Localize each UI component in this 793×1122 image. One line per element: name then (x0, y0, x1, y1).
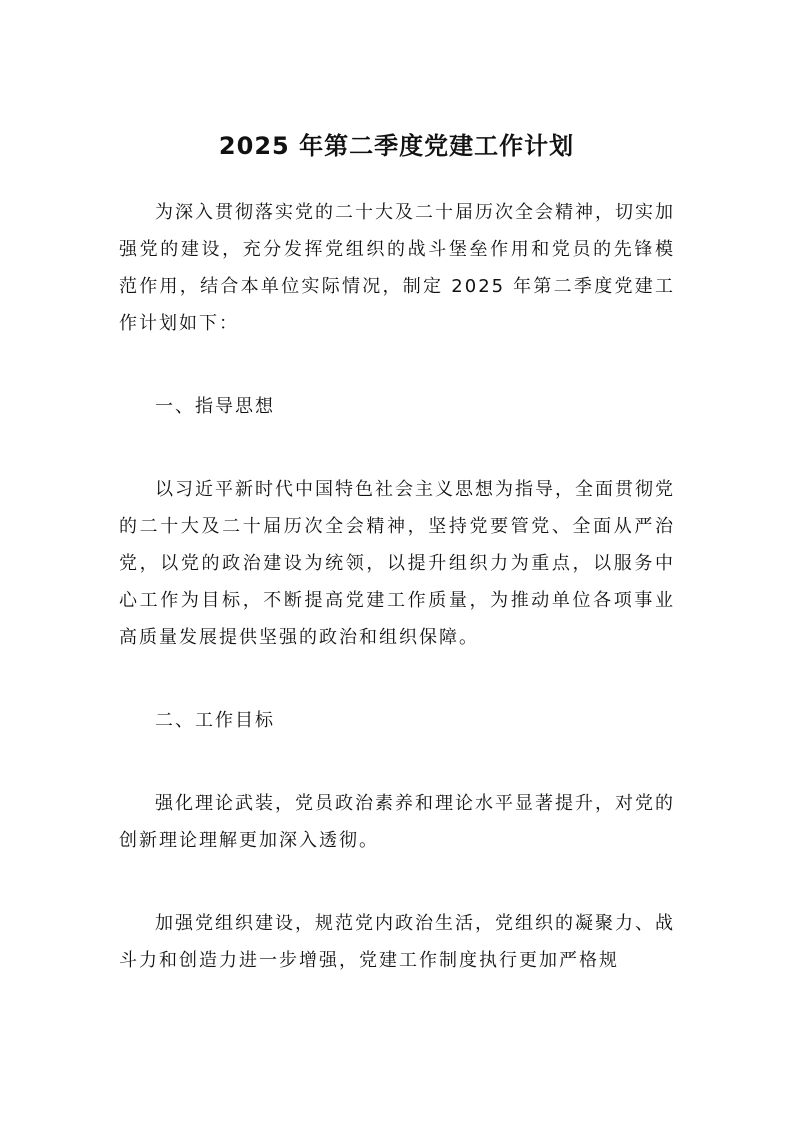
section-heading-work-goals: 二、工作目标 (155, 710, 275, 731)
document-title: 2025 年第二季度党建工作计划 (218, 132, 575, 160)
work-goal-paragraph-1: 强化理论武装，党员政治素养和理论水平显著提升，对党的创新理论理解更加深入透彻。 (119, 793, 675, 851)
paragraph-spacer (119, 425, 675, 471)
guiding-ideology-paragraph: 以习近平新时代中国特色社会主义思想为指导，全面贯彻党的二十大及二十届历次全会精神，坚持党要管党、全面从严治党，以党的政治建设为统领，以提升组织力为重点，以服务中心工作为目标，不断提高党建工作质量，为推动单位各项事业高质量发展提供坚强的政治和组织保障。 (119, 479, 675, 648)
paragraph-spacer (119, 739, 675, 785)
intro-paragraph: 为深入贯彻落实党的二十大及二十届历次全会精神，切实加强党的建设，充分发挥党组织的战斗堡垒作用和党员的先锋模范作用，结合本单位实际情况，制定 2025 年第二季度党建工作计划如下： (119, 202, 675, 334)
paragraph-spacer (119, 342, 675, 388)
paragraph-spacer (119, 656, 675, 702)
paragraph-spacer (119, 859, 675, 905)
work-goal-paragraph-2: 加强党组织建设，规范党内政治生活，党组织的凝聚力、战斗力和创造力进一步增强，党建工作制度执行更加严格规 (119, 913, 675, 971)
section-heading-guiding-ideology: 一、指导思想 (155, 396, 275, 417)
document-body (119, 194, 675, 979)
